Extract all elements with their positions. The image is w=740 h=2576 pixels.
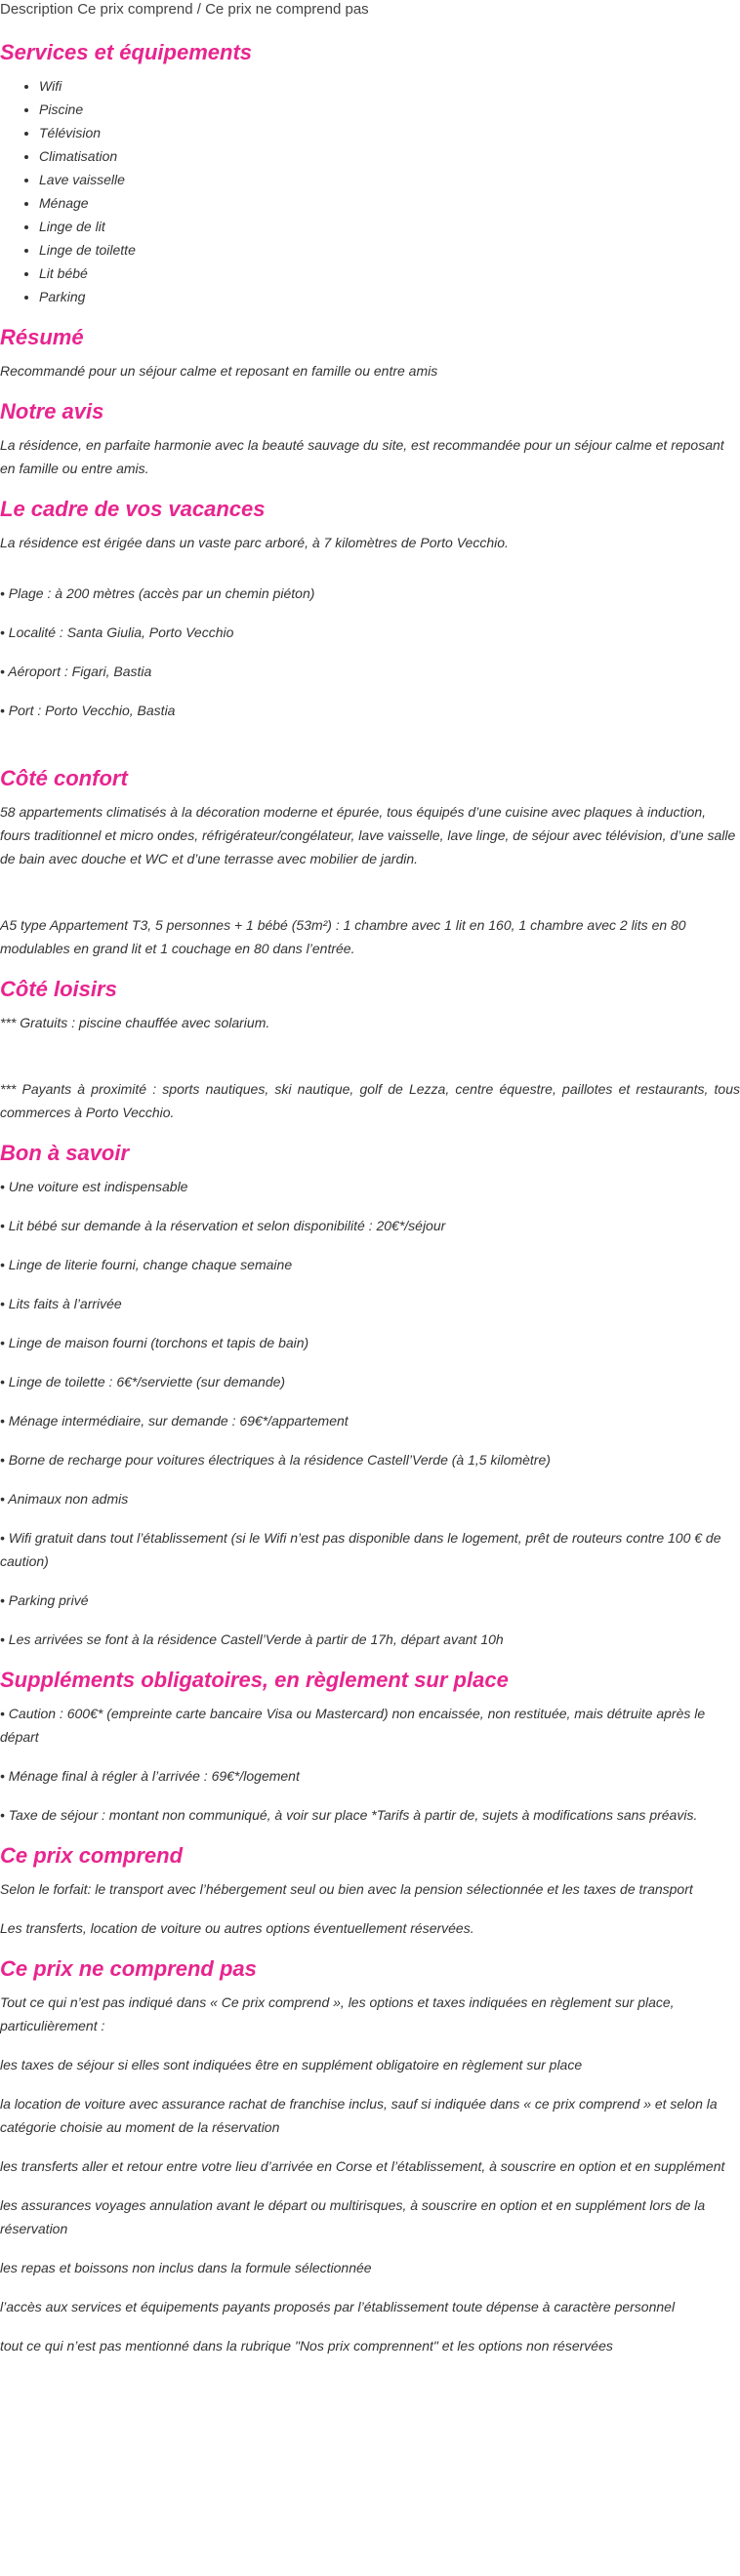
cadre-intro: La résidence est érigée dans un vaste parc arboré, à 7 kilomètres de Porto Vecchio. (0, 535, 509, 550)
ne-comprend-item: les assurances voyages annulation avant le départ ou multirisques, à souscrire en option et en supplément lors de la réservation (0, 2197, 706, 2236)
loisirs-gratuits: *** Gratuits : piscine chauffée avec solarium. (0, 1015, 270, 1030)
supplement-item: • Caution : 600€* (empreinte carte bancaire Visa ou Mastercard) non encaissée, non restituée, mais détruite après le départ (0, 1706, 706, 1745)
ne-comprend-title: Ce prix ne comprend pas (0, 1956, 257, 1981)
supplements-title: Suppléments obligatoires, en règlement sur place (0, 1668, 509, 1692)
savoir-item: • Borne de recharge pour voitures électriques à la résidence Castell’Verde (à 1,5 kilomètre) (0, 1452, 551, 1468)
savoir-item: • Linge de toilette : 6€*/serviette (sur demande) (0, 1374, 286, 1389)
savoir-item: • Ménage intermédiaire, sur demande : 69€*/appartement (0, 1413, 349, 1429)
service-item: • Ménage (39, 191, 740, 215)
service-item: • Lit bébé (39, 262, 740, 285)
ne-comprend-item: l’accès aux services et équipements payants proposés par l’établissement toute dépense à caractère personnel (0, 2299, 676, 2314)
loisirs-payants: *** Payants à proximité : sports nautiques, ski nautique, golf de Lezza, centre équestre, paillotes et restaurants, tous commerces à Porto Vecchio. (0, 1081, 740, 1120)
service-item: • Lave vaisselle (39, 168, 740, 191)
ne-comprend-item: tout ce qui n’est pas mentionné dans la rubrique "Nos prix comprennent" et les options non réservées (0, 2338, 613, 2354)
services-list (0, 74, 740, 308)
service-item: • Télévision (39, 121, 740, 144)
supplement-item: • Ménage final à régler à l’arrivée : 69€*/logement (0, 1768, 300, 1784)
savoir-item: • Une voiture est indispensable (0, 1179, 188, 1194)
ne-comprend-item: les taxes de séjour si elles sont indiquées être en supplément obligatoire en règlement sur place (0, 2057, 583, 2073)
confort-text: 58 appartements climatisés à la décoration moderne et épurée, tous équipés d’une cuisine avec plaques à induction, fours traditionnel et micro ondes, réfrigérateur/congélateur, lave vaisselle, lave linge, de séjour avec télévision, d’une salle de bain avec douche et WC et d’une terrasse avec mobilier de jardin. (0, 804, 736, 866)
savoir-item: • Lit bébé sur demande à la réservation et selon disponibilité : 20€*/séjour (0, 1218, 446, 1233)
service-item: • Climatisation (39, 144, 740, 168)
resume-text: Recommandé pour un séjour calme et reposant en famille ou entre amis (0, 363, 438, 379)
services-title: Services et équipements (0, 40, 253, 64)
comprend-title: Ce prix comprend (0, 1843, 184, 1868)
savoir-item: • Linge de maison fourni (torchons et tapis de bain) (0, 1335, 309, 1350)
savoir-item: • Les arrivées se font à la résidence Castell’Verde à partir de 17h, départ avant 10h (0, 1631, 504, 1647)
cadre-item: • Plage : à 200 mètres (accès par un chemin piéton) (0, 585, 315, 601)
service-item: • Piscine (39, 98, 740, 121)
confort-title: Côté confort (0, 766, 128, 790)
cadre-item: • Localité : Santa Giulia, Porto Vecchio (0, 624, 234, 640)
savoir-item: • Animaux non admis (0, 1491, 129, 1507)
loisirs-title: Côté loisirs (0, 977, 117, 1001)
comprend-item: Selon le forfait: le transport avec l’hébergement seul ou bien avec la pension sélectionnée et les taxes de transport (0, 1881, 693, 1897)
comprend-item: Les transferts, location de voiture ou autres options éventuellement réservées. (0, 1920, 474, 1936)
cadre-item: • Aéroport : Figari, Bastia (0, 664, 152, 679)
service-item: • Wifi (39, 74, 740, 98)
ne-comprend-item: les transferts aller et retour entre votre lieu d’arrivée en Corse et l’établissement, à souscrire en option et en supplément (0, 2158, 725, 2174)
service-item: • Linge de toilette (39, 238, 740, 262)
savoir-item: • Parking privé (0, 1592, 89, 1608)
savoir-title: Bon à savoir (0, 1141, 130, 1165)
cadre-title: Le cadre de vos vacances (0, 497, 266, 521)
avis-text: La résidence, en parfaite harmonie avec la beauté sauvage du site, est recommandée pour un séjour calme et reposant en famille ou entre amis. (0, 437, 724, 476)
savoir-item: • Linge de literie fourni, change chaque semaine (0, 1257, 293, 1272)
service-item: • Linge de lit (39, 215, 740, 238)
breadcrumb: Description Ce prix comprend / Ce prix ne comprend pas (0, 1, 369, 18)
savoir-item: • Lits faits à l’arrivée (0, 1296, 122, 1311)
ne-comprend-item: Tout ce qui n’est pas indiqué dans « Ce prix comprend », les options et taxes indiquées en règlement sur place, particulièrement : (0, 1994, 675, 2033)
cadre-item: • Port : Porto Vecchio, Bastia (0, 703, 176, 718)
savoir-item: • Wifi gratuit dans tout l’établissement (si le Wifi n’est pas disponible dans le logement, prêt de routeurs contre 100 € de caution) (0, 1530, 721, 1569)
resume-title: Résumé (0, 325, 84, 349)
confort-type: A5 type Appartement T3, 5 personnes + 1 bébé (53m²) : 1 chambre avec 1 lit en 160, 1 chambre avec 2 lits en 80 modulables en grand lit et 1 couchage en 80 dans l’entrée. (0, 917, 686, 956)
avis-title: Notre avis (0, 399, 104, 423)
ne-comprend-item: la location de voiture avec assurance rachat de franchise inclus, sauf si indiquée dans « ce prix comprend » et selon la catégorie choisie au moment de la réservation (0, 2096, 718, 2135)
supplement-item: • Taxe de séjour : montant non communiqué, à voir sur place *Tarifs à partir de, sujets à modifications sans préavis. (0, 1807, 698, 1823)
service-item: • Parking (39, 285, 740, 308)
ne-comprend-item: les repas et boissons non inclus dans la formule sélectionnée (0, 2260, 372, 2275)
